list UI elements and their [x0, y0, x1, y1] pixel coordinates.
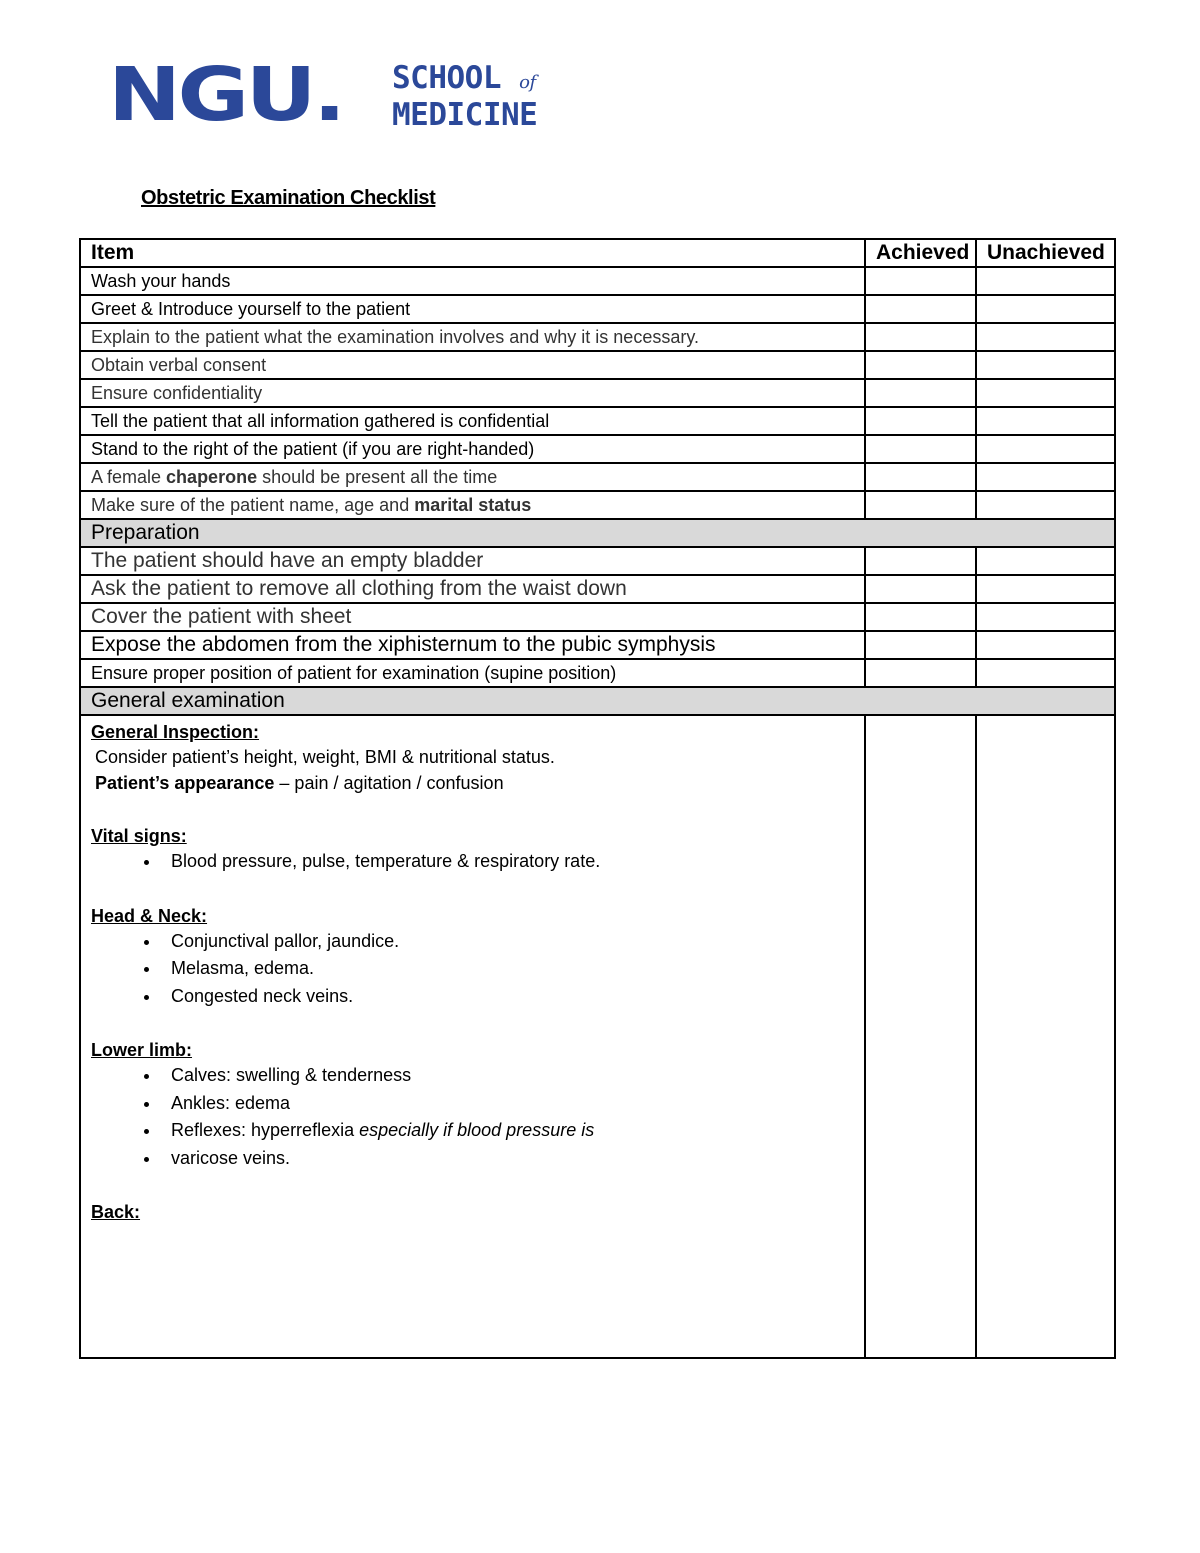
achieved-cell[interactable]	[865, 603, 976, 631]
table-row	[80, 631, 1115, 659]
back-heading: Back:	[91, 1202, 141, 1222]
chaperone-post: should be present all the time	[257, 467, 498, 487]
achieved-cell[interactable]	[865, 715, 976, 1358]
status-bold: marital status	[414, 495, 532, 515]
header-achieved: Achieved	[865, 239, 976, 267]
table-row	[80, 547, 1115, 575]
item-cell: Ensure proper position of patient for examination (supine position)	[80, 659, 865, 687]
table-header-row	[80, 239, 1115, 267]
unachieved-cell[interactable]	[976, 547, 1115, 575]
general-exam-content	[80, 715, 865, 1358]
ngu-logo	[108, 52, 538, 138]
chaperone-pre: A female	[91, 467, 167, 487]
section-title: General examination	[80, 687, 1115, 715]
unachieved-cell[interactable]	[976, 659, 1115, 687]
achieved-cell[interactable]	[865, 463, 976, 491]
table-row	[80, 463, 1115, 491]
unachieved-cell[interactable]	[976, 603, 1115, 631]
appearance-rest: – pain / agitation / confusion	[274, 773, 504, 793]
logo-school: SCHOOL	[392, 60, 501, 96]
inspection-line1: Consider patient’s height, weight, BMI & nutritional status.	[95, 747, 555, 767]
logo-ngu-text: NGU.	[108, 52, 343, 138]
item-cell: Expose the abdomen from the xiphisternum to the pubic symphysis	[80, 631, 865, 659]
unachieved-cell[interactable]	[976, 351, 1115, 379]
table-row	[80, 435, 1115, 463]
lower-limb-heading: Lower limb:	[91, 1040, 193, 1060]
reflex-pre: Reflexes: hyperreflexia	[171, 1120, 360, 1140]
item-cell: Tell the patient that all information gathered is confidential	[80, 407, 865, 435]
achieved-cell[interactable]	[865, 659, 976, 687]
achieved-cell[interactable]	[865, 351, 976, 379]
unachieved-cell[interactable]	[976, 435, 1115, 463]
item-cell: Cover the patient with sheet	[80, 603, 865, 631]
list-item: • Blood pressure, pulse, temperature & respiratory rate.	[161, 848, 854, 876]
table-row	[80, 407, 1115, 435]
header-unachieved: Unachieved	[976, 239, 1115, 267]
achieved-cell[interactable]	[865, 575, 976, 603]
section-preparation	[80, 519, 1115, 547]
list-item: • Melasma, edema.	[161, 955, 854, 983]
unachieved-cell[interactable]	[976, 463, 1115, 491]
vitals-heading: Vital signs:	[91, 826, 187, 846]
reflex-italic: especially if blood pressure is	[359, 1120, 595, 1140]
unachieved-cell[interactable]	[976, 575, 1115, 603]
logo-of: of	[519, 72, 536, 93]
unachieved-cell[interactable]	[976, 407, 1115, 435]
logo-medicine: MEDICINE	[392, 97, 538, 133]
table-row	[80, 267, 1115, 295]
unachieved-cell[interactable]	[976, 491, 1115, 519]
item-cell: Stand to the right of the patient (if you are right-handed)	[80, 435, 865, 463]
checklist-table	[79, 238, 1116, 1359]
status-pre: Make sure of the patient name, age and	[91, 495, 415, 515]
achieved-cell[interactable]	[865, 547, 976, 575]
list-item: • Congested neck veins.	[161, 983, 854, 1011]
section-general-examination	[80, 687, 1115, 715]
unachieved-cell[interactable]	[976, 295, 1115, 323]
table-row	[80, 351, 1115, 379]
item-cell: Obtain verbal consent	[80, 351, 865, 379]
achieved-cell[interactable]	[865, 435, 976, 463]
header-item: Item	[80, 239, 865, 267]
inspection-line2	[91, 770, 854, 796]
table-row	[80, 659, 1115, 687]
table-row	[80, 603, 1115, 631]
list-item: • Calves: swelling & tenderness	[161, 1062, 854, 1090]
list-item: • Conjunctival pallor, jaundice.	[161, 928, 854, 956]
item-cell: The patient should have an empty bladder	[80, 547, 865, 575]
table-row	[80, 295, 1115, 323]
document-title: Obstetric Examination Checklist	[141, 187, 436, 209]
vitals-list	[91, 848, 854, 876]
item-cell: Ask the patient to remove all clothing from the waist down	[80, 575, 865, 603]
achieved-cell[interactable]	[865, 379, 976, 407]
unachieved-cell[interactable]	[976, 715, 1115, 1358]
unachieved-cell[interactable]	[976, 267, 1115, 295]
appearance-bold: Patient’s appearance	[95, 773, 275, 793]
item-cell: Explain to the patient what the examination involves and why it is necessary.	[80, 323, 865, 351]
item-cell-chaperone	[80, 463, 865, 491]
item-cell: Wash your hands	[80, 267, 865, 295]
achieved-cell[interactable]	[865, 295, 976, 323]
list-item-reflexes	[161, 1117, 854, 1145]
achieved-cell[interactable]	[865, 407, 976, 435]
item-cell: Ensure confidentiality	[80, 379, 865, 407]
table-row	[80, 575, 1115, 603]
lower-limb-list	[91, 1062, 854, 1172]
head-neck-list	[91, 928, 854, 1011]
achieved-cell[interactable]	[865, 267, 976, 295]
inspection-heading: General Inspection:	[91, 722, 260, 742]
achieved-cell[interactable]	[865, 323, 976, 351]
table-row-general-exam	[80, 715, 1115, 1358]
section-title: Preparation	[80, 519, 1115, 547]
unachieved-cell[interactable]	[976, 631, 1115, 659]
head-neck-heading: Head & Neck:	[91, 905, 208, 926]
table-row	[80, 491, 1115, 519]
achieved-cell[interactable]	[865, 491, 976, 519]
item-cell: Greet & Introduce yourself to the patient	[80, 295, 865, 323]
list-item: • varicose veins.	[161, 1145, 854, 1173]
unachieved-cell[interactable]	[976, 379, 1115, 407]
achieved-cell[interactable]	[865, 631, 976, 659]
item-cell-status	[80, 491, 865, 519]
table-row	[80, 323, 1115, 351]
chaperone-bold: chaperone	[166, 467, 258, 487]
table-row	[80, 379, 1115, 407]
list-item: • Ankles: edema	[161, 1090, 854, 1118]
unachieved-cell[interactable]	[976, 323, 1115, 351]
logo-school-of-medicine	[392, 62, 537, 132]
